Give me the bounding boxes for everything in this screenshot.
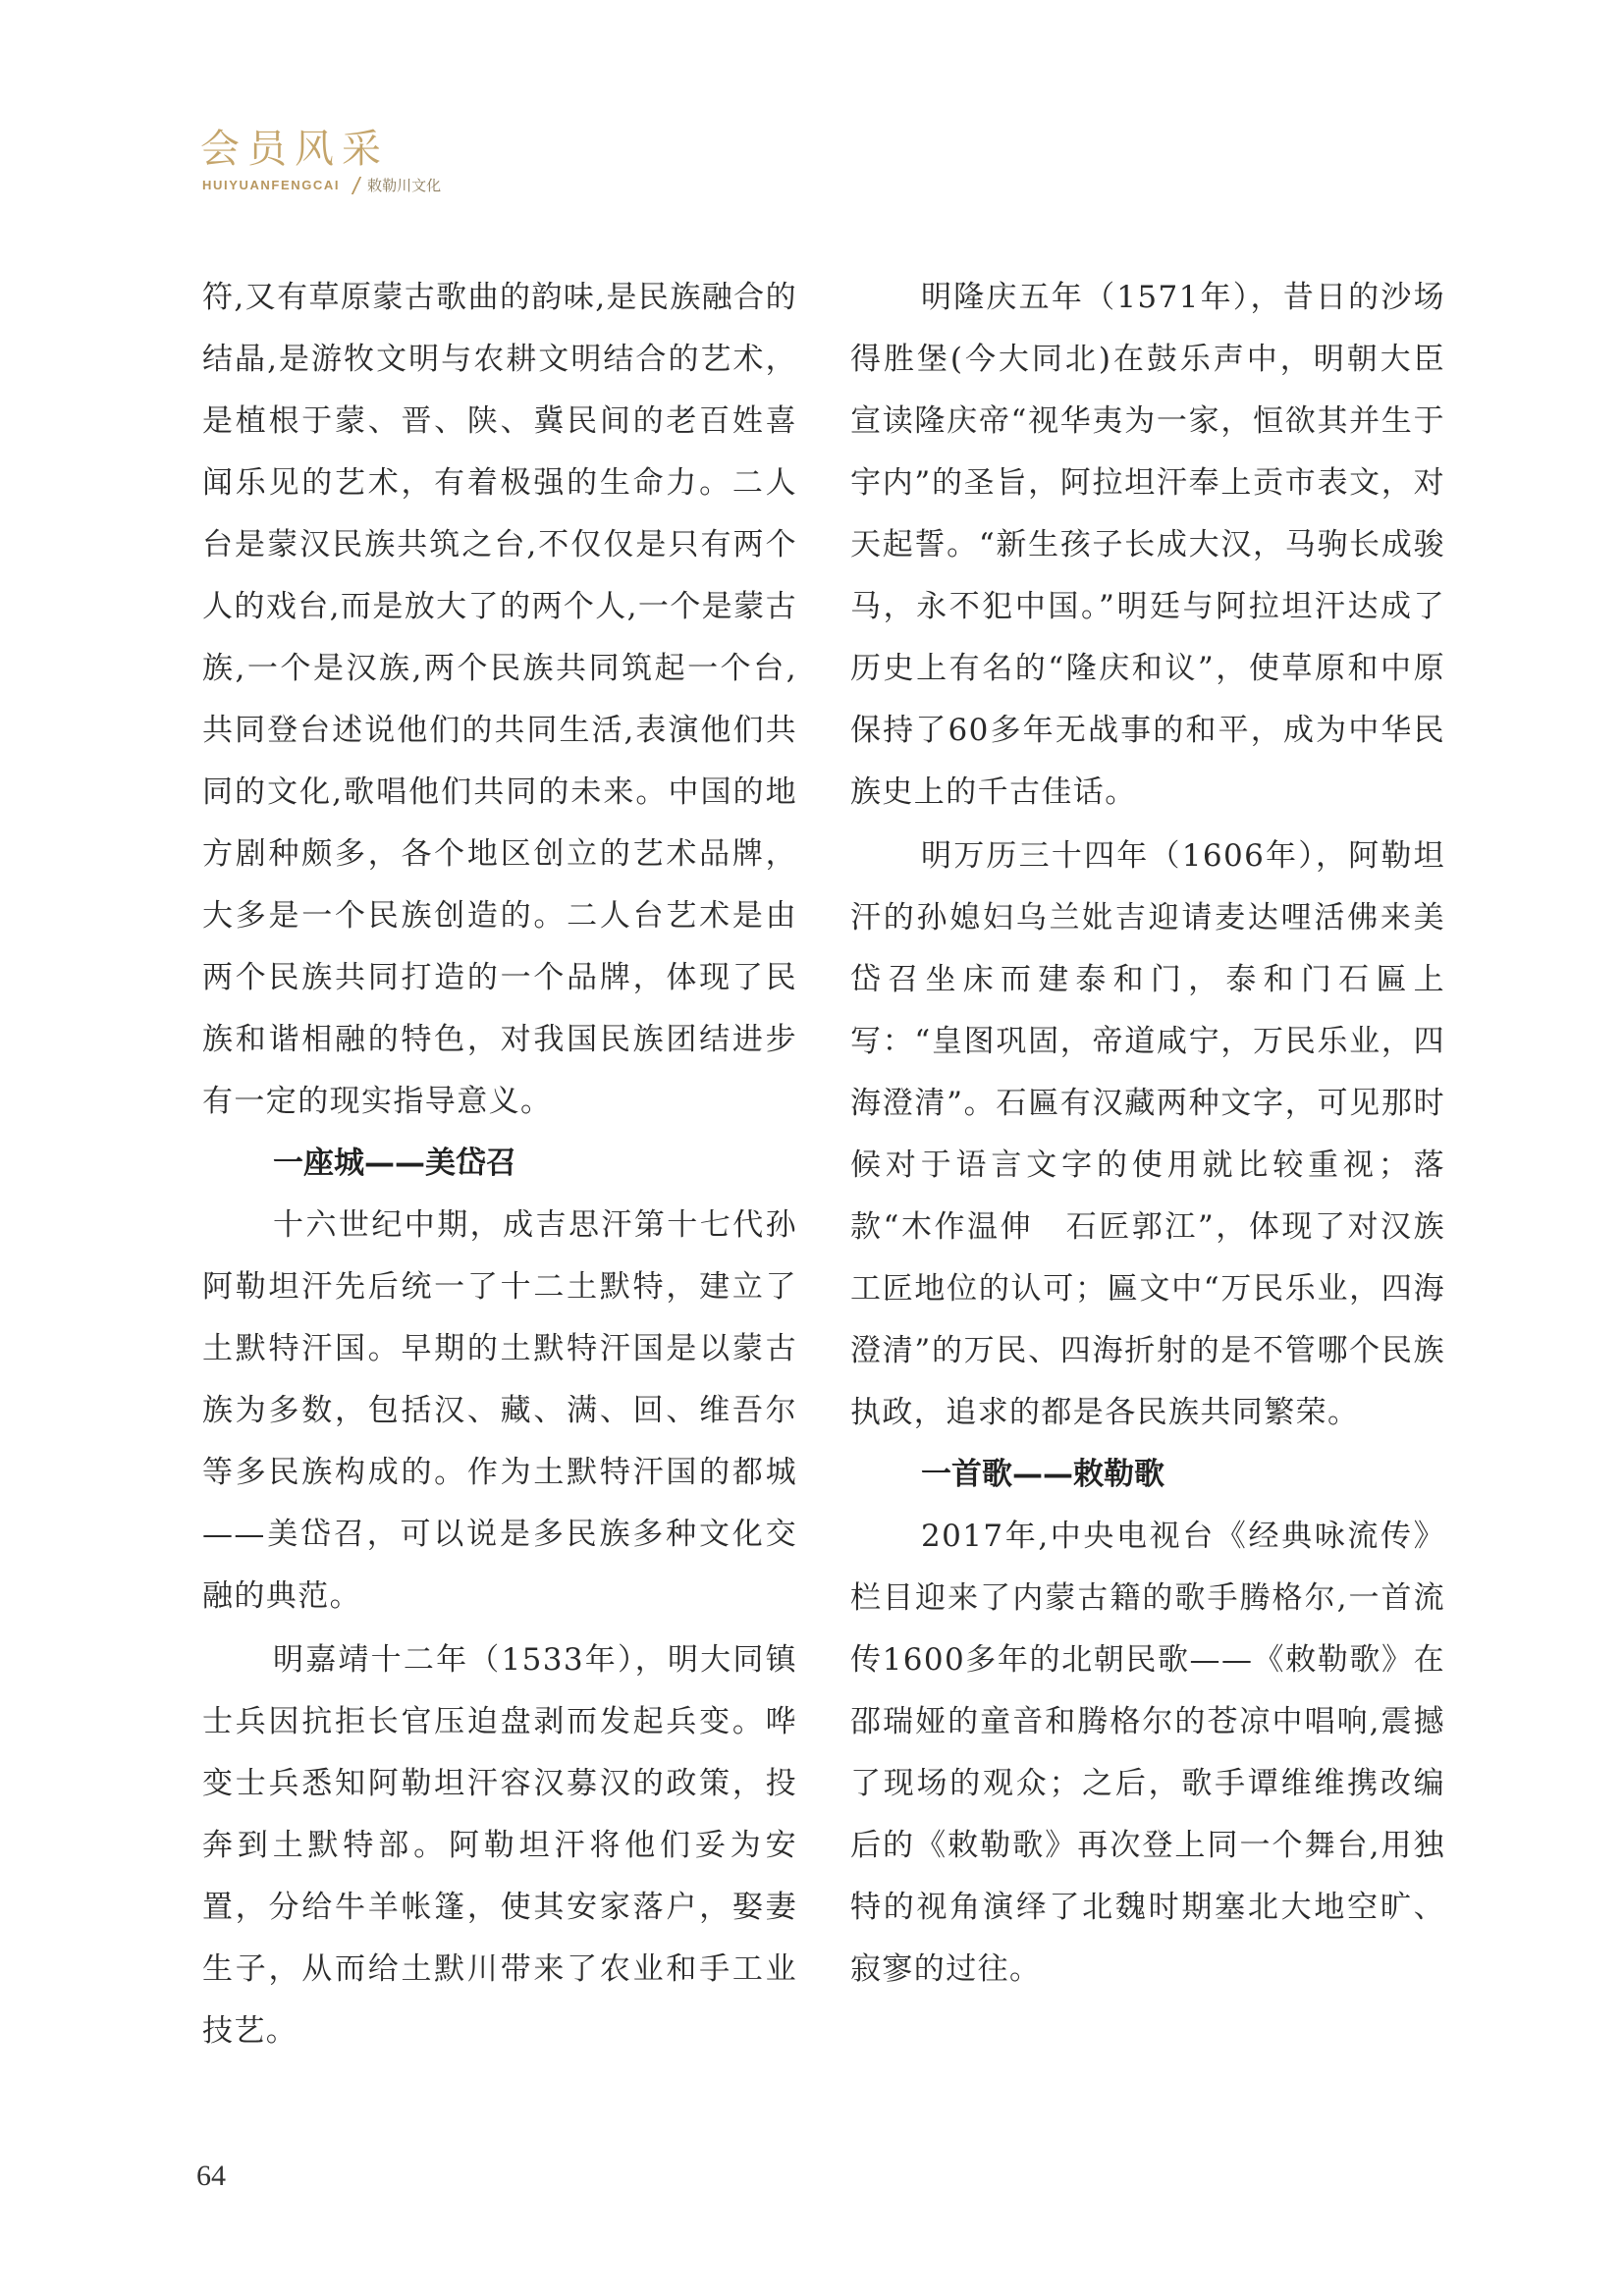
section-subtitle-en: HUIYUANFENGCAI (202, 178, 341, 192)
paragraph: 符,又有草原蒙古歌曲的韵味,是民族融合的结晶,是游牧文明与农耕文明结合的艺术，是植根于蒙、晋、陕、冀民间的老百姓喜闻乐见的艺术，有着极强的生命力。二人台是蒙汉民族共筑之台,不仅仅是只有两个人的戏台,而是放大了的两个人,一个是蒙古族,一个是汉族,两个民族共同筑起一个台,共同登台述说他们的共同生活,表演他们共同的文化,歌唱他们共同的未来。中国的地方剧种颇多，各个地区创立的艺术品牌，大多是一个民族创造的。二人台艺术是由两个民族共同打造的一个品牌，体现了民族和谐相融的特色，对我国民族团结进步有一定的现实指导意义。 (202, 280, 797, 1119)
slash-divider (352, 177, 361, 194)
section-heading: 一座城——美岱召 (273, 1146, 516, 1181)
paragraph: 明隆庆五年（1571年），昔日的沙场得胜堡(今大同北)在鼓乐声中，明朝大臣宣读隆庆帝“视华夷为一家，恒欲其并生于宇内”的圣旨，阿拉坦汗奉上贡市表文，对天起誓。“新生孩子长成大汉，马驹长成骏马，永不犯中国。”明廷与阿拉坦汗达成了历史上有名的“隆庆和议”，使草原和中原保持了60多年无战事的和平，成为中华民族史上的千古佳话。 (850, 280, 1445, 810)
paragraph: 十六世纪中期，成吉思汗第十七代孙阿勒坦汗先后统一了十二土默特，建立了土默特汗国。早期的土默特汗国是以蒙古族为多数，包括汉、藏、满、回、维吾尔等多民族构成的。作为土默特汗国的都城——美岱召，可以说是多民族多种文化交融的典范。 (202, 1207, 797, 1614)
section-subtitle (202, 175, 441, 195)
column-name: 敕勒川文化 (367, 177, 442, 194)
paragraph: 2017年,中央电视台《经典咏流传》栏目迎来了内蒙古籍的歌手腾格尔,一首流传1600多年的北朝民歌——《敕勒歌》在邵瑞娅的童音和腾格尔的苍凉中唱响,震撼了现场的观众；之后，歌手谭维维携改编后的《敕勒歌》再次登上同一个舞台,用独特的视角演绎了北魏时期塞北大地空旷、寂寥的过往。 (850, 1519, 1445, 1987)
page-number: 64 (196, 2160, 226, 2192)
right-column (850, 267, 1445, 2001)
section-title: 会员风采 (200, 127, 389, 172)
paragraph: 明万历三十四年（1606年），阿勒坦汗的孙媳妇乌兰妣吉迎请麦达哩活佛来美岱召坐床而建泰和门，泰和门石匾上写：“皇图巩固，帝道咸宁，万民乐业，四海澄清”。石匾有汉藏两种文字，可见那时候对于语言文字的使用就比较重视；落款“木作温伸 石匠郭江”，体现了对汉族工匠地位的认可；匾文中“万民乐业，四海澄清”的万民、四海折射的是不管哪个民族执政，追求的都是各民族共同繁荣。 (850, 838, 1445, 1430)
paragraph: 明嘉靖十二年（1533年），明大同镇士兵因抗拒长官压迫盘剥而发起兵变。哗变士兵悉知阿勒坦汗容汉募汉的政策，投奔到土默特部。阿勒坦汗将他们妥为安置，分给牛羊帐篷，使其安家落户，娶妻生子，从而给土默川带来了农业和手工业技艺。 (202, 1642, 797, 2049)
left-column (202, 267, 797, 2062)
section-heading: 一首歌——敕勒歌 (921, 1457, 1164, 1492)
